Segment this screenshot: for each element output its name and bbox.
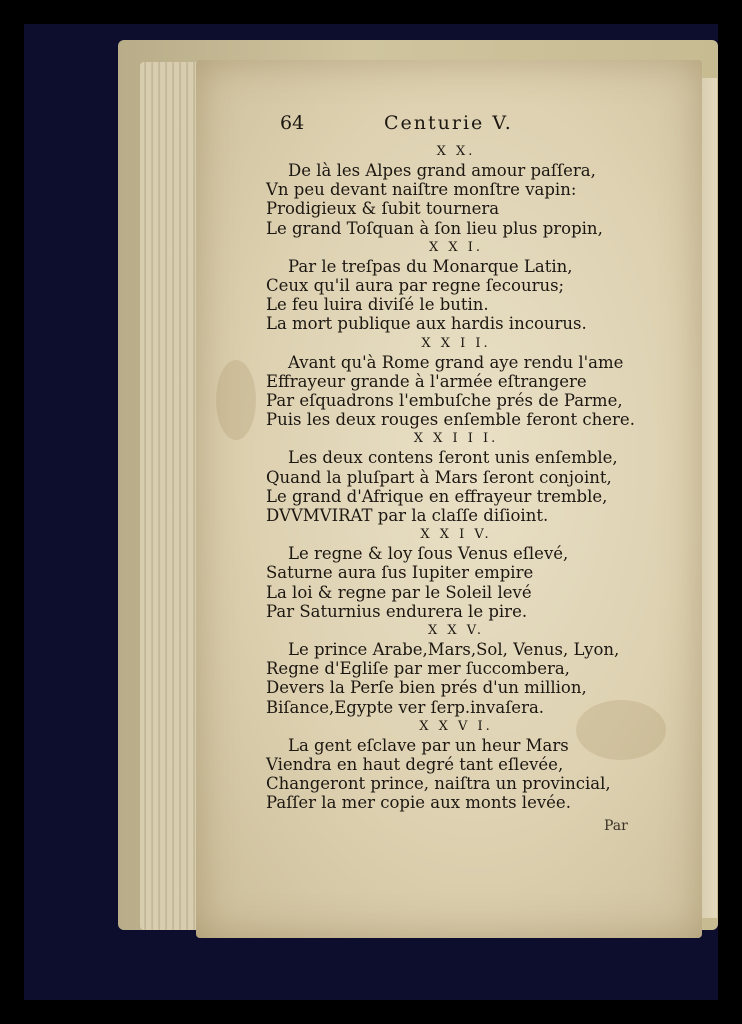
quatrain-number: X X V I. <box>419 718 493 734</box>
page-number: 64 <box>280 112 305 134</box>
verse-line: De là les Alpes grand amour paſſera, <box>288 161 596 180</box>
quatrain <box>266 719 686 813</box>
quatrain <box>266 527 686 621</box>
verse-line: Le grand Toſquan à ſon lieu plus propin, <box>266 218 603 238</box>
verse-line: Le regne & loy ſous Venus eſlevé, <box>288 544 569 564</box>
verse-line: Puis les deux rouges enſemble feront chere. <box>266 410 635 430</box>
running-title: Centurie V. <box>384 112 513 134</box>
page-stain <box>216 360 256 440</box>
page-header <box>266 112 686 142</box>
verse-line: Les deux contens ſeront unis enſemble, <box>288 448 618 468</box>
quatrain-number: X X V. <box>427 623 485 639</box>
quatrain <box>266 240 686 334</box>
verse-line: Ceux qu'il aura par regne ſecourus; <box>266 276 565 296</box>
verse-line: Saturne aura ſus Iupiter empire <box>266 563 534 583</box>
quatrain-number: X X I. <box>428 239 484 255</box>
verse-line: Par Saturnius endurera le pire. <box>266 601 528 621</box>
catchword: Par <box>604 818 628 834</box>
verse-line: Quand la pluſpart à Mars ſeront conjoint, <box>266 467 612 487</box>
verse-line: Par eſquadrons l'embuſche prés de Parme, <box>266 391 623 411</box>
verse-line: La mort publique aux hardis incourus. <box>266 314 587 334</box>
verse-line: DVVMVIRAT par la claſſe diſioint. <box>266 506 549 526</box>
verse-line: Le grand d'Afrique en effrayeur tremble, <box>266 486 608 506</box>
verse-line: Biſance,Egypte ver ſerp.invaſera. <box>266 697 545 717</box>
quatrain <box>266 431 686 525</box>
verse-line: Paſſer la mer copie aux monts levée. <box>266 793 571 813</box>
verse-line: Prodigieux & ſubit tournera <box>266 199 500 219</box>
verse-line: Regne d'Egliſe par mer ſuccombera, <box>266 659 570 679</box>
quatrain-number: X X. <box>436 144 476 159</box>
verse-line: Devers la Perſe bien prés d'un million, <box>266 678 587 698</box>
quatrain-number: X X I I I. <box>413 431 499 447</box>
verse-line: Effrayeur grande à l'armée eſtrangere <box>266 371 587 391</box>
quatrain-number: X X I I. <box>421 335 491 351</box>
quatrain-number: X X I V. <box>420 527 492 543</box>
quatrain <box>266 336 686 430</box>
quatrain <box>266 623 686 717</box>
verse-line: Le prince Arabe,Mars,Sol, Venus, Lyon, <box>288 640 620 660</box>
verse-line: La gent eſclave par un heur Mars <box>288 735 569 755</box>
verse-line: Viendra en haut degré tant eſlevée, <box>266 755 564 775</box>
verse-line: La loi & regne par le Soleil levé <box>266 582 532 602</box>
verse-line: Le feu luira diviſé le butin. <box>266 295 489 315</box>
quatrain <box>266 144 686 238</box>
verse-line: Avant qu'à Rome grand aye rendu l'ame <box>288 352 624 372</box>
page-text <box>266 112 686 813</box>
verse-line: Vn peu devant naiſtre monſtre vapin: <box>266 180 577 200</box>
verse-line: Par le treſpas du Monarque Latin, <box>288 256 573 276</box>
verse-line: Changeront prince, naiſtra un provincial, <box>266 774 611 794</box>
